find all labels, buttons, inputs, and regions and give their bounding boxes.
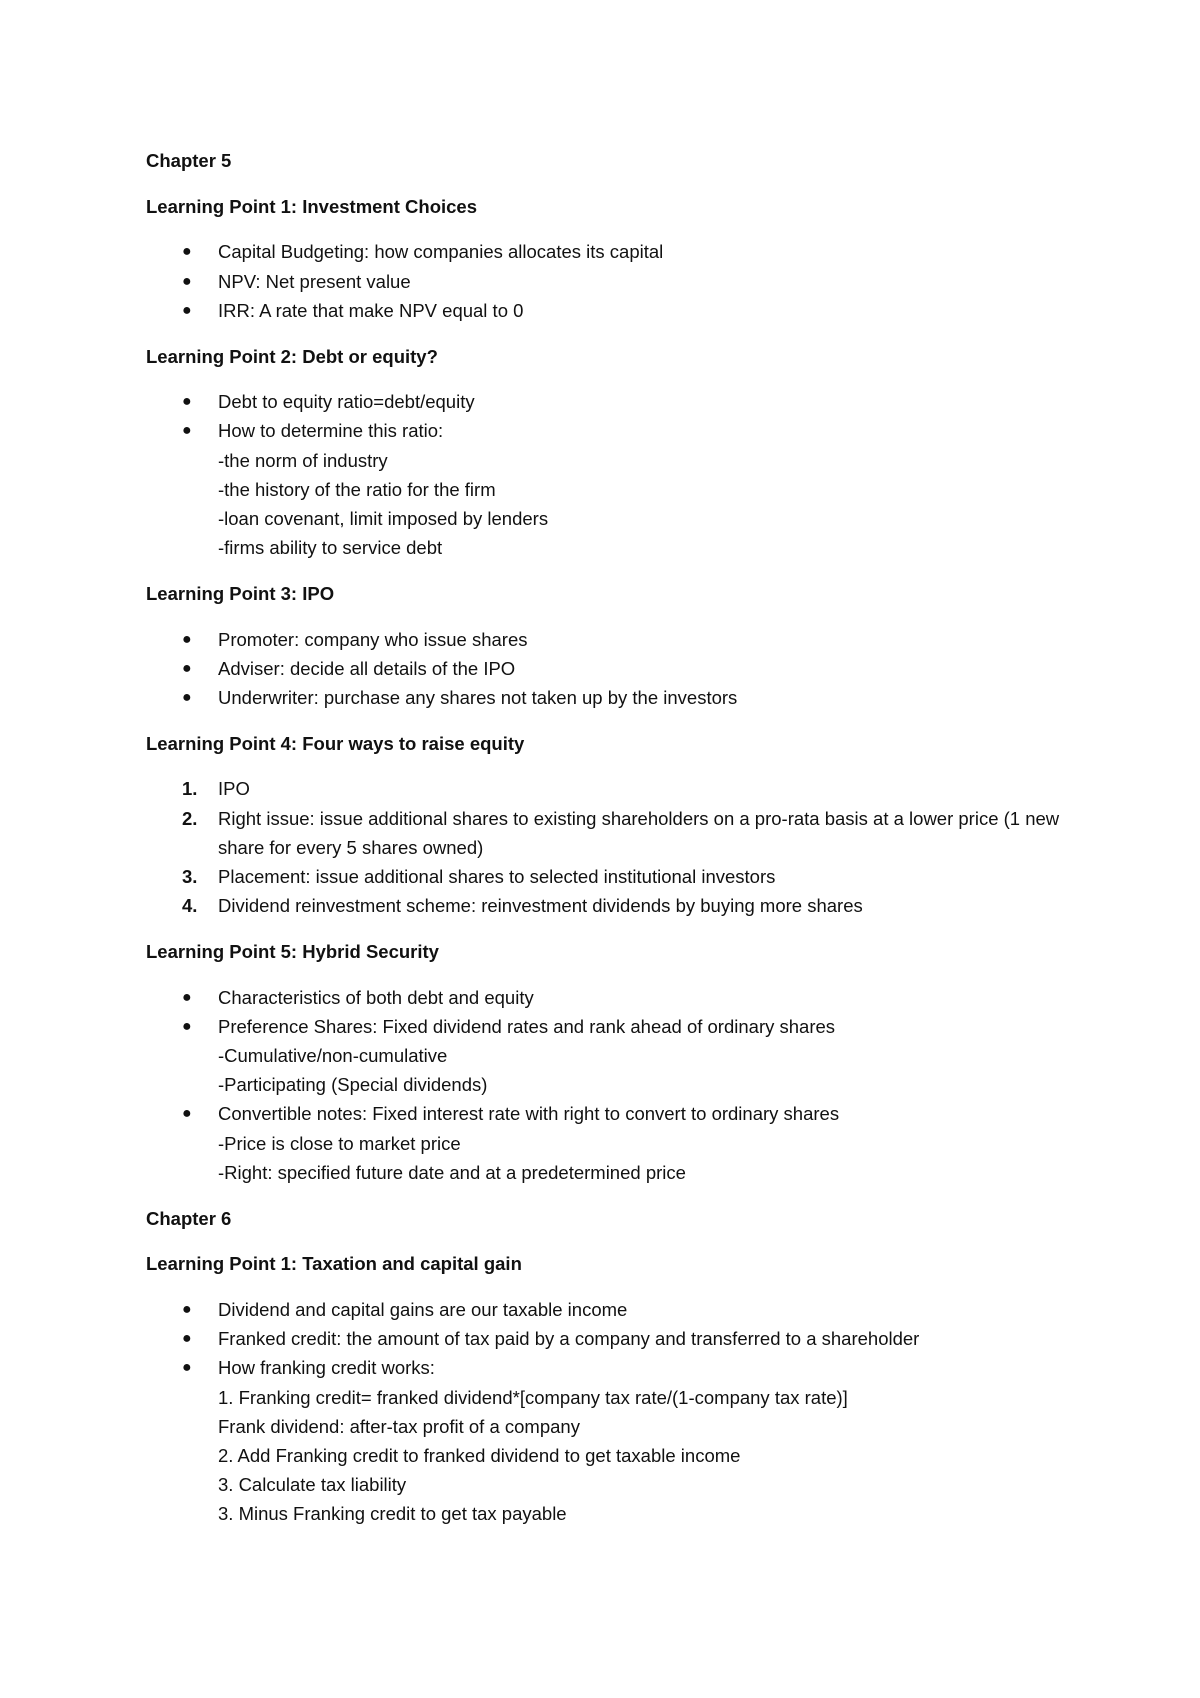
- list-item: [146, 416, 1086, 562]
- sub-item: Frank dividend: after-tax profit of a company: [218, 1415, 580, 1437]
- learning-point-title: Learning Point 5: Hybrid Security: [146, 940, 439, 962]
- list-item-text: NPV: Net present value: [218, 270, 411, 292]
- sub-item: -Right: specified future date and at a predetermined price: [218, 1161, 686, 1183]
- list-item: [146, 1353, 1086, 1528]
- sub-item: -Participating (Special dividends): [218, 1074, 488, 1096]
- sub-item: -the norm of industry: [218, 449, 388, 471]
- bullet-icon: ●: [182, 243, 192, 261]
- bullet-icon: ●: [182, 1359, 192, 1377]
- bullet-icon: ●: [182, 1017, 192, 1035]
- bullet-icon: ●: [182, 301, 192, 319]
- list-item: [146, 774, 1086, 803]
- list-item-text: Capital Budgeting: how companies allocates its capital: [218, 241, 664, 263]
- list-item: [146, 891, 1086, 920]
- list-item: [146, 1099, 1086, 1187]
- numbered-list: [146, 774, 1086, 920]
- bullet-list: [146, 237, 1086, 325]
- list-item: [146, 654, 1086, 683]
- list-item: [146, 1012, 1086, 1100]
- list-item-text: Franked credit: the amount of tax paid by a company and transferred to a shareholder: [218, 1328, 920, 1350]
- list-number: 4.: [182, 895, 198, 917]
- list-item: [146, 683, 1086, 712]
- list-item-text: Promoter: company who issue shares: [218, 628, 528, 650]
- bullet-list: [146, 983, 1086, 1187]
- list-item-text: Adviser: decide all details of the IPO: [218, 657, 516, 679]
- list-item-text: Debt to equity ratio=debt/equity: [218, 391, 475, 413]
- chapter-heading: Chapter 6: [146, 1207, 232, 1229]
- list-item-text: Convertible notes: Fixed interest rate with right to convert to ordinary shares: [218, 1103, 840, 1125]
- bullet-icon: ●: [182, 1301, 192, 1318]
- list-item-text: IPO: [218, 778, 250, 800]
- sub-item: 2. Add Franking credit to franked dividend to get taxable income: [218, 1445, 741, 1467]
- list-item-text: Dividend and capital gains are our taxable income: [218, 1299, 628, 1320]
- list-item-text: How to determine this ratio:: [218, 420, 444, 442]
- sub-item: -the history of the ratio for the firm: [218, 478, 496, 500]
- bullet-icon: ●: [182, 422, 192, 440]
- learning-point-title: Learning Point 1: Investment Choices: [146, 195, 478, 217]
- list-number: 1.: [182, 778, 198, 800]
- sub-item: 1. Franking credit= franked dividend*[company tax rate/(1-company tax rate)]: [218, 1386, 848, 1408]
- bullet-icon: ●: [182, 1105, 192, 1123]
- chapter-heading: Chapter 5: [146, 150, 232, 171]
- sub-item: -Price is close to market price: [218, 1132, 461, 1154]
- bullet-icon: ●: [182, 689, 192, 707]
- list-item-text: Placement: issue additional shares to selected institutional investors: [218, 866, 776, 888]
- list-item-text: Preference Shares: Fixed dividend rates and rank ahead of ordinary shares: [218, 1015, 836, 1037]
- list-item: [146, 267, 1086, 296]
- learning-point-title: Learning Point 3: IPO: [146, 582, 335, 604]
- bullet-icon: ●: [182, 272, 192, 290]
- list-item-text: Characteristics of both debt and equity: [218, 986, 534, 1008]
- list-item: [146, 983, 1086, 1012]
- bullet-icon: ●: [182, 988, 192, 1006]
- bullet-icon: ●: [182, 393, 192, 411]
- document-body: [146, 146, 1086, 1545]
- list-item-text: Underwriter: purchase any shares not taken up by the investors: [218, 687, 738, 709]
- learning-point-title: Learning Point 1: Taxation and capital gain: [146, 1253, 522, 1275]
- list-item: [146, 1295, 1086, 1324]
- sub-item: 3. Minus Franking credit to get tax payable: [218, 1503, 567, 1525]
- list-number: 3.: [182, 866, 198, 888]
- bullet-list: [146, 387, 1086, 562]
- list-item-text: IRR: A rate that make NPV equal to 0: [218, 299, 524, 321]
- learning-point-title: Learning Point 4: Four ways to raise equity: [146, 732, 525, 754]
- bullet-icon: ●: [182, 630, 192, 648]
- bullet-icon: ●: [182, 659, 192, 677]
- list-item: [146, 296, 1086, 325]
- bullet-list: [146, 1295, 1086, 1529]
- sub-item: -Cumulative/non-cumulative: [218, 1045, 448, 1067]
- list-item: [146, 237, 1086, 266]
- bullet-list: [146, 625, 1086, 713]
- sub-item: -firms ability to service debt: [218, 537, 443, 559]
- list-item-text: Dividend reinvestment scheme: reinvestment dividends by buying more shares: [218, 895, 863, 917]
- bullet-icon: ●: [182, 1330, 192, 1348]
- learning-point-title: Learning Point 2: Debt or equity?: [146, 345, 438, 367]
- list-item: [146, 1324, 1086, 1353]
- list-number: 2.: [182, 807, 198, 829]
- list-item-text: Right issue: issue additional shares to existing shareholders on a pro-rata basis at a lower price (1 new share for every 5 shares owned): [218, 807, 1060, 858]
- list-item: [146, 804, 1086, 862]
- list-item: [146, 862, 1086, 891]
- sub-item: 3. Calculate tax liability: [218, 1474, 407, 1496]
- list-item: [146, 625, 1086, 654]
- list-item-text: How franking credit works:: [218, 1357, 435, 1379]
- list-item: [146, 387, 1086, 416]
- sub-item: -loan covenant, limit imposed by lenders: [218, 508, 549, 530]
